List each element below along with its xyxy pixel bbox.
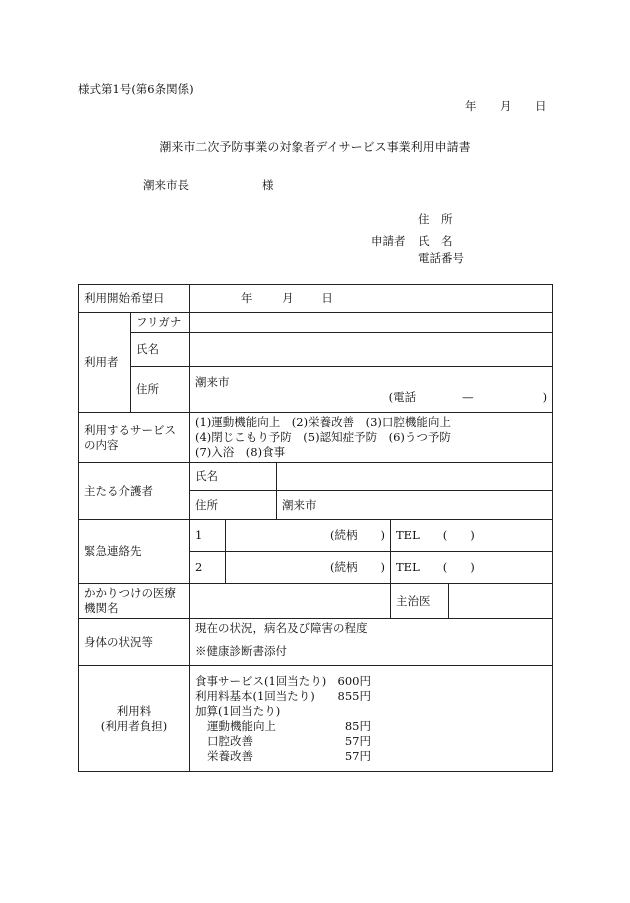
caregiver-name-row — [79, 463, 553, 491]
start-date-field[interactable] — [190, 285, 553, 313]
fee-item-exercise: 運動機能向上 85円 — [207, 718, 371, 733]
date-day: 日 — [535, 99, 547, 113]
condition-label: 身体の状況等 — [79, 619, 190, 666]
services-options[interactable] — [190, 413, 553, 463]
emergency-1-relation[interactable]: (続柄 ) — [226, 520, 391, 552]
addressee: 潮来市長 — [143, 178, 189, 192]
condition-line-1: 現在の状況，病名及び障害の程度 — [195, 621, 368, 635]
emergency-1-tel[interactable]: TEL ( ) — [391, 520, 553, 552]
emergency-2-tel[interactable]: TEL ( ) — [391, 552, 553, 584]
addition-label: 加算(1回当たり) — [195, 703, 281, 718]
start-month-label: 月 — [282, 291, 294, 305]
user-address-row — [79, 367, 553, 413]
medical-row — [79, 584, 553, 619]
medical-field[interactable] — [190, 584, 391, 619]
condition-field[interactable] — [190, 619, 553, 666]
user-name-label: 氏名 — [131, 333, 190, 367]
condition-line-2: ※健康診断書添付 — [195, 644, 287, 658]
applicant-address-label: 住 所 — [418, 212, 453, 226]
caregiver-address-field[interactable]: 潮来市 — [277, 491, 553, 520]
emergency-2-relation[interactable]: (続柄 ) — [226, 552, 391, 584]
user-furigana-row — [79, 313, 553, 333]
furigana-field[interactable] — [190, 313, 553, 333]
furigana-label: フリガナ — [131, 313, 190, 333]
honorific: 様 — [262, 178, 274, 192]
user-section-label: 利用者 — [79, 313, 131, 413]
services-line-3: (7)入浴 (8)食事 — [195, 445, 286, 459]
services-row — [79, 413, 553, 463]
user-address-label: 住所 — [131, 367, 190, 413]
start-date-label: 利用開始希望日 — [79, 285, 190, 313]
fee-item-oral: 口腔改善 57円 — [207, 733, 371, 748]
emergency-row-1 — [79, 520, 553, 552]
fees-label: 利用料 — [116, 703, 152, 718]
caregiver-name-field[interactable] — [277, 463, 553, 491]
fee-item-nutrition: 栄養改善 57円 — [207, 748, 371, 763]
applicant-name-label: 氏 名 — [418, 234, 453, 248]
document-title: 潮来市二次予防事業の対象者デイサービス事業利用申請書 — [159, 140, 471, 154]
services-line-2: (4)閉じこもり予防 (5)認知症予防 (6)うつ予防 — [195, 430, 451, 444]
caregiver-name-label: 氏名 — [190, 463, 277, 491]
applicant-label: 申請者 — [371, 234, 406, 248]
date-month: 月 — [500, 99, 512, 113]
applicant-phone-label: 電話番号 — [418, 251, 464, 265]
start-day-label: 日 — [321, 291, 333, 305]
services-line-1: (1)運動機能向上 (2)栄養改善 (3)口腔機能向上 — [195, 415, 451, 429]
fees-row — [79, 666, 553, 772]
fees-detail — [190, 666, 553, 772]
user-name-field[interactable] — [190, 333, 553, 367]
emergency-2-number: 2 — [190, 552, 226, 584]
medical-label: かかりつけの医療機関名 — [79, 584, 190, 619]
emergency-label: 緊急連絡先 — [79, 520, 190, 584]
fees-sublabel: (利用者負担) — [100, 718, 168, 733]
start-date-row — [79, 285, 553, 313]
services-label: 利用するサービスの内容 — [79, 413, 190, 463]
doctor-label: 主治医 — [391, 584, 449, 619]
application-form-table — [78, 284, 553, 772]
emergency-1-number: 1 — [190, 520, 226, 552]
condition-row — [79, 619, 553, 666]
user-phone: (電話 — ) — [388, 389, 548, 404]
user-address-field[interactable] — [190, 367, 553, 413]
caregiver-label: 主たる介護者 — [79, 463, 190, 520]
user-address-value: 潮来市 — [195, 374, 230, 389]
user-name-row — [79, 333, 553, 367]
start-year-label: 年 — [241, 291, 253, 305]
date-year: 年 — [465, 99, 477, 113]
doctor-field[interactable] — [449, 584, 553, 619]
caregiver-address-label: 住所 — [190, 491, 277, 520]
form-number: 様式第1号(第6条関係) — [78, 82, 194, 96]
basic-fee: 利用料基本(1回当たり) 855円 — [195, 688, 371, 703]
meal-fee: 食事サービス(1回当たり) 600円 — [195, 673, 371, 688]
fees-label-cell — [79, 666, 190, 772]
